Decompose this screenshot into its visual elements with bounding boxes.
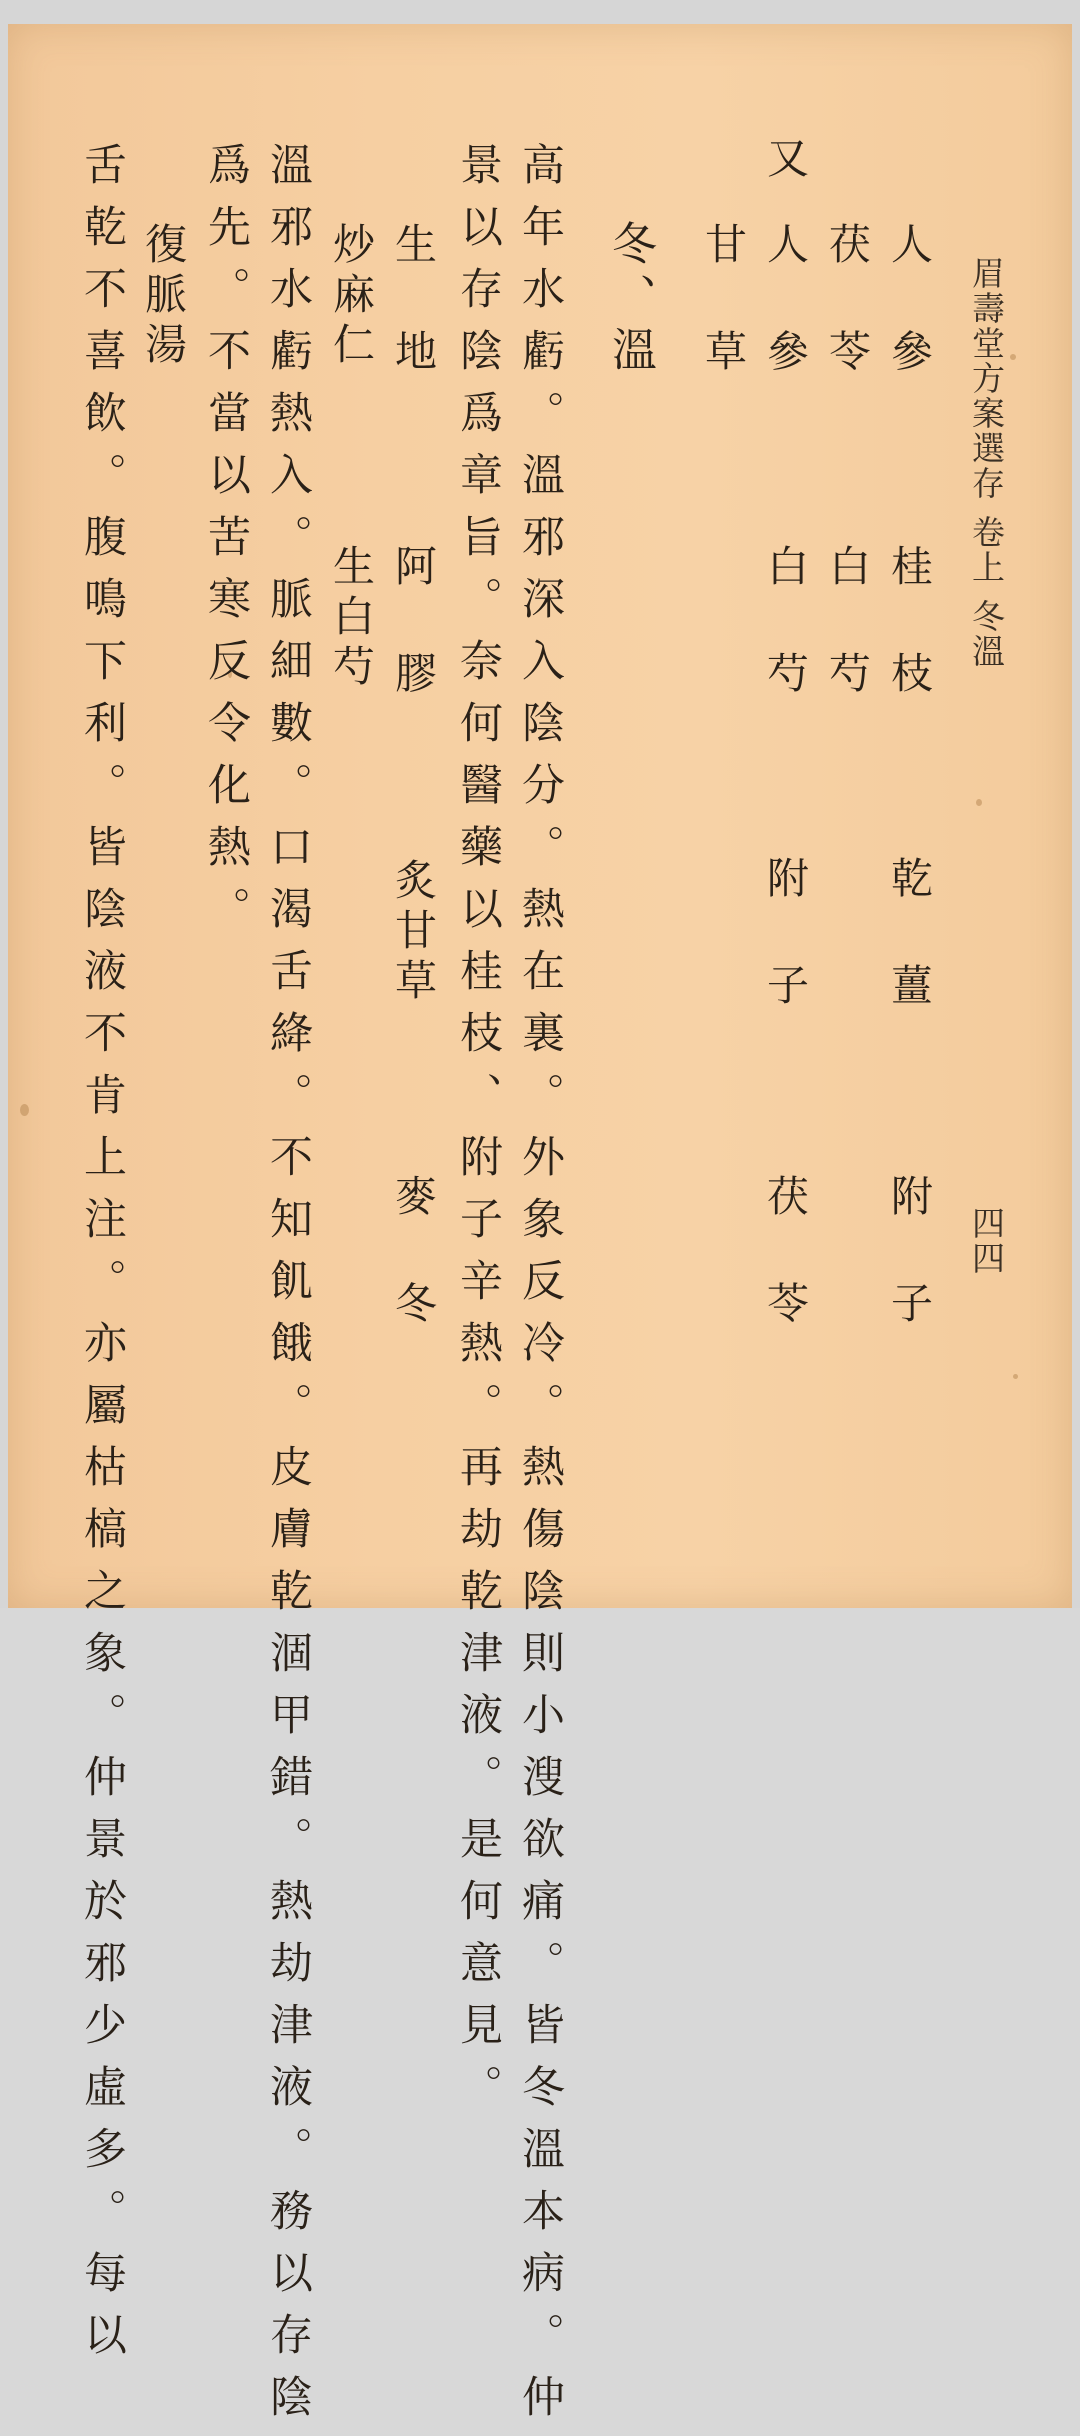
paper-stain: [20, 1104, 29, 1116]
herb-entry: 生白芍: [327, 544, 376, 694]
book-page: [8, 24, 1072, 2436]
herb-entry: 茯 苓: [823, 222, 872, 379]
case-text-line: 舌乾不喜飲。腹鳴下利。皆陰液不肯上注。亦屬枯槁之象。仲景於邪少虛多。每以: [77, 142, 127, 2374]
paper-stain: [1010, 354, 1016, 360]
header-section: 冬溫: [967, 599, 1006, 669]
herb-entry: 白 芍: [761, 544, 810, 701]
header-volume: 卷上: [967, 515, 1006, 585]
herb-entry: 人 參: [885, 222, 934, 379]
paper-stain: [976, 799, 982, 806]
page-number: 四四: [967, 1206, 1006, 1276]
repeat-marker: 又: [761, 136, 810, 178]
herb-entry: 生 地: [389, 222, 438, 379]
herb-entry: 人 參: [761, 222, 810, 379]
case-text-line: 爲先。不當以苦寒反令化熱。: [201, 142, 251, 948]
herb-entry: 茯 苓: [761, 1174, 810, 1331]
herb-entry: 乾 薑: [885, 856, 934, 1013]
herb-entry: 麥 冬: [389, 1174, 438, 1331]
section-heading: 冬、溫: [604, 220, 657, 379]
herb-entry: 炙甘草: [389, 858, 438, 1008]
herb-entry: 白 芍: [823, 544, 872, 701]
herb-entry: 阿 膠: [389, 544, 438, 701]
herb-entry: 附 子: [761, 856, 810, 1013]
herb-entry: 甘 草: [699, 222, 748, 379]
case-text-line: 景以存陰爲章旨。奈何醫藥以桂枝、附子辛熱。再劫乾津液。是何意見。: [453, 142, 503, 2126]
herb-entry: 桂 枝: [885, 544, 934, 701]
case-text-line: 高年水虧。溫邪深入陰分。熱在裏。外象反冷。熱傷陰則小溲欲痛。皆冬溫本病。仲: [515, 142, 565, 2436]
book-title: 眉壽堂方案選存: [967, 256, 1006, 501]
case-text-line: 溫邪水虧熱入。脈細數。口渴舌絳。不知飢餓。皮膚乾涸甲錯。熱劫津液。務以存陰: [263, 142, 313, 2436]
herb-entry: 附 子: [885, 1174, 934, 1331]
running-header: [967, 256, 1006, 669]
herb-entry: 炒麻仁: [327, 222, 376, 372]
paper-stain: [1013, 1374, 1018, 1379]
formula-name: 復脈湯: [139, 222, 188, 372]
